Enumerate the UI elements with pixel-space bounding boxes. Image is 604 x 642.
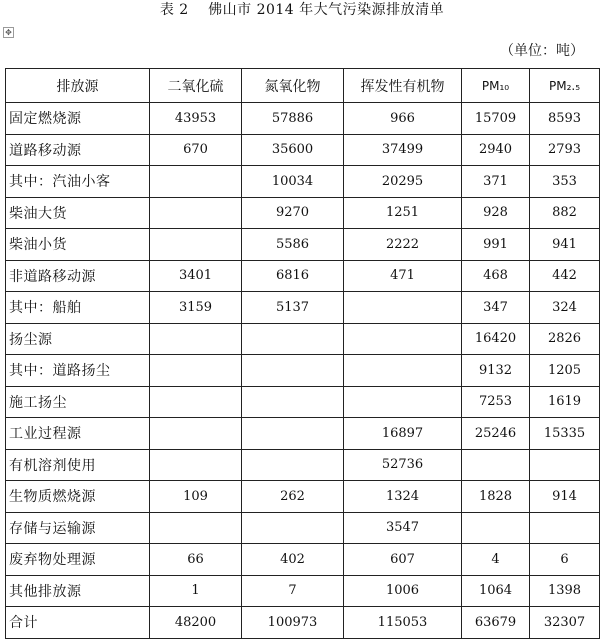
table-row: [6, 544, 600, 576]
value-cell: [150, 323, 242, 355]
value-cell: [242, 512, 344, 544]
table-row: [6, 418, 600, 450]
value-cell: [530, 512, 600, 544]
value-cell: 5137: [242, 292, 344, 324]
table-row: [6, 481, 600, 513]
value-cell: 347: [462, 292, 530, 324]
value-cell: 371: [462, 166, 530, 198]
table-row: [6, 166, 600, 198]
value-cell: 262: [242, 481, 344, 513]
value-cell: 941: [530, 229, 600, 261]
table-row: [6, 512, 600, 544]
row-label-cell: 生物质燃烧源: [6, 481, 150, 513]
value-cell: 32307: [530, 607, 600, 639]
value-cell: 115053: [344, 607, 462, 639]
value-cell: 15709: [462, 103, 530, 135]
move-anchor-icon[interactable]: ✥: [3, 27, 14, 38]
value-cell: [530, 449, 600, 481]
header-voc: 挥发性有机物: [344, 69, 462, 103]
value-cell: 607: [344, 544, 462, 576]
value-cell: 63679: [462, 607, 530, 639]
table-row: [6, 575, 600, 607]
value-cell: [150, 355, 242, 387]
value-cell: 4: [462, 544, 530, 576]
value-cell: [242, 386, 344, 418]
value-cell: 57886: [242, 103, 344, 135]
value-cell: [242, 355, 344, 387]
row-label-cell: 其他排放源: [6, 575, 150, 607]
table-row: [6, 292, 600, 324]
row-label-cell: 有机溶剂使用: [6, 449, 150, 481]
table-row: [6, 229, 600, 261]
value-cell: 2222: [344, 229, 462, 261]
value-cell: 16897: [344, 418, 462, 450]
value-cell: 1006: [344, 575, 462, 607]
value-cell: 1064: [462, 575, 530, 607]
value-cell: 402: [242, 544, 344, 576]
row-label-cell: 柴油大货: [6, 197, 150, 229]
value-cell: 914: [530, 481, 600, 513]
value-cell: 966: [344, 103, 462, 135]
table-row: [6, 386, 600, 418]
header-source: 排放源: [6, 69, 150, 103]
value-cell: [344, 323, 462, 355]
row-label-cell: 固定燃烧源: [6, 103, 150, 135]
value-cell: [242, 449, 344, 481]
value-cell: 670: [150, 134, 242, 166]
value-cell: [344, 386, 462, 418]
value-cell: 9132: [462, 355, 530, 387]
value-cell: 43953: [150, 103, 242, 135]
value-cell: 15335: [530, 418, 600, 450]
value-cell: [150, 197, 242, 229]
value-cell: 1251: [344, 197, 462, 229]
header-nox: 氮氧化物: [242, 69, 344, 103]
value-cell: 25246: [462, 418, 530, 450]
value-cell: 16420: [462, 323, 530, 355]
row-label-cell: 施工扬尘: [6, 386, 150, 418]
row-label-cell: 其中：道路扬尘: [6, 355, 150, 387]
value-cell: [242, 418, 344, 450]
value-cell: [150, 512, 242, 544]
row-label-cell: 非道路移动源: [6, 260, 150, 292]
table-row: [6, 134, 600, 166]
value-cell: [150, 386, 242, 418]
table-title: 表 2 佛山市 2014 年大气污染源排放清单: [159, 2, 445, 18]
table-row: [6, 197, 600, 229]
value-cell: [150, 229, 242, 261]
row-label-cell: 存储与运输源: [6, 512, 150, 544]
row-label-cell: 扬尘源: [6, 323, 150, 355]
value-cell: 882: [530, 197, 600, 229]
table-row: [6, 355, 600, 387]
value-cell: [344, 292, 462, 324]
header-pm10: PM₁₀: [462, 69, 530, 103]
table-header-row: [6, 69, 600, 103]
value-cell: 5586: [242, 229, 344, 261]
value-cell: 3401: [150, 260, 242, 292]
value-cell: 3159: [150, 292, 242, 324]
value-cell: 991: [462, 229, 530, 261]
row-label-cell: 柴油小货: [6, 229, 150, 261]
value-cell: 2826: [530, 323, 600, 355]
value-cell: 6: [530, 544, 600, 576]
value-cell: 2940: [462, 134, 530, 166]
value-cell: [150, 418, 242, 450]
value-cell: 442: [530, 260, 600, 292]
row-label-cell: 道路移动源: [6, 134, 150, 166]
value-cell: 1828: [462, 481, 530, 513]
value-cell: 324: [530, 292, 600, 324]
value-cell: 353: [530, 166, 600, 198]
value-cell: [242, 323, 344, 355]
value-cell: 928: [462, 197, 530, 229]
value-cell: 3547: [344, 512, 462, 544]
value-cell: 9270: [242, 197, 344, 229]
header-pm25: PM₂.₅: [530, 69, 600, 103]
value-cell: 1619: [530, 386, 600, 418]
row-label-cell: 废弃物处理源: [6, 544, 150, 576]
unit-label: （单位：吨）: [500, 43, 584, 59]
value-cell: [150, 449, 242, 481]
value-cell: 52736: [344, 449, 462, 481]
value-cell: [150, 166, 242, 198]
value-cell: [462, 512, 530, 544]
value-cell: 1205: [530, 355, 600, 387]
value-cell: 6816: [242, 260, 344, 292]
value-cell: 7: [242, 575, 344, 607]
row-label-cell: 其中：船舶: [6, 292, 150, 324]
value-cell: 48200: [150, 607, 242, 639]
value-cell: 35600: [242, 134, 344, 166]
row-label-cell: 合计: [6, 607, 150, 639]
value-cell: 471: [344, 260, 462, 292]
value-cell: 8593: [530, 103, 600, 135]
value-cell: 100973: [242, 607, 344, 639]
value-cell: 20295: [344, 166, 462, 198]
value-cell: 1324: [344, 481, 462, 513]
row-label-cell: 其中：汽油小客: [6, 166, 150, 198]
table-row: [6, 323, 600, 355]
value-cell: 7253: [462, 386, 530, 418]
table-total-row: [6, 607, 600, 639]
value-cell: 2793: [530, 134, 600, 166]
emission-table: [5, 68, 600, 639]
value-cell: 10034: [242, 166, 344, 198]
value-cell: 109: [150, 481, 242, 513]
row-label-cell: 工业过程源: [6, 418, 150, 450]
header-so2: 二氧化硫: [150, 69, 242, 103]
value-cell: [344, 355, 462, 387]
table-row: [6, 103, 600, 135]
value-cell: 1398: [530, 575, 600, 607]
value-cell: 66: [150, 544, 242, 576]
table-row: [6, 449, 600, 481]
table-body: [6, 103, 600, 639]
value-cell: 1: [150, 575, 242, 607]
value-cell: 468: [462, 260, 530, 292]
value-cell: 37499: [344, 134, 462, 166]
table-row: [6, 260, 600, 292]
value-cell: [462, 449, 530, 481]
